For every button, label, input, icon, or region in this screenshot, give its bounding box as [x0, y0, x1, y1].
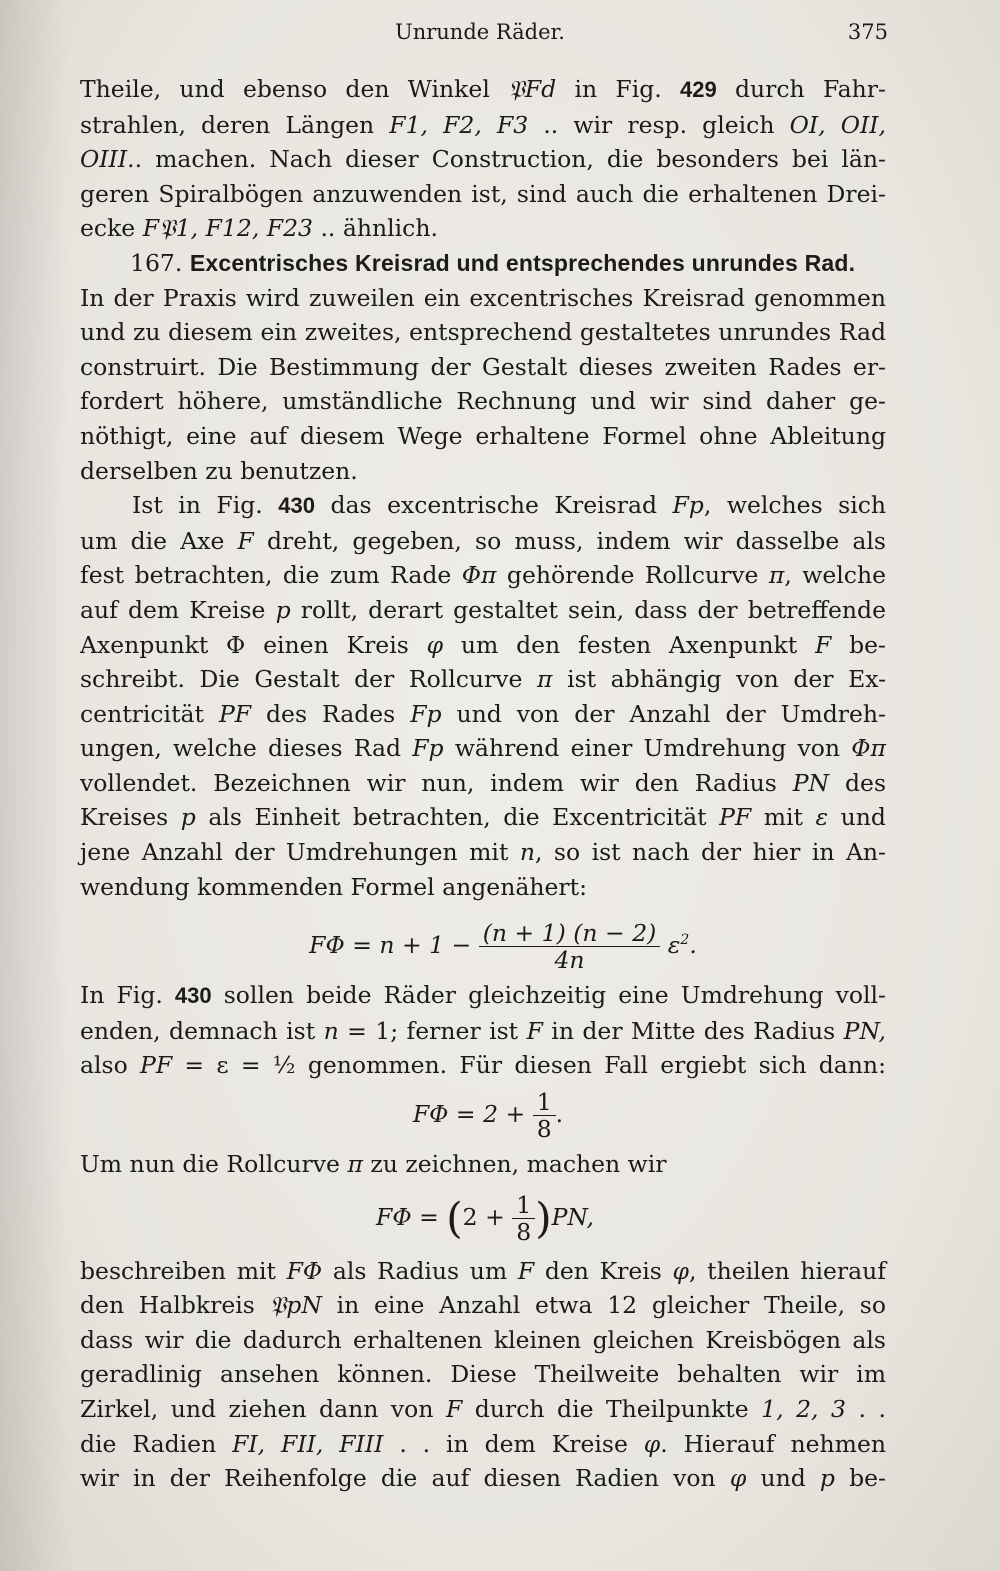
text-line: fordert höhere, umständliche Rechnung und wir sind daher ge-: [80, 387, 886, 416]
text-line: dass wir die dadurch erhaltenen kleinen gleichen Kreisbögen als: [80, 1325, 886, 1354]
fraction-numerator: 1: [512, 1192, 535, 1219]
formula-inner: 2 +: [462, 1202, 505, 1231]
text-line: Kreises p als Einheit betrachten, die Excentricität PF mit ε und: [80, 803, 886, 832]
text-line: wendung kommenden Formel angenähert:: [80, 872, 587, 901]
fraction-numerator: 1: [533, 1089, 556, 1116]
text-line: Zirkel, und ziehen dann von F durch die Theilpunkte 1, 2, 3 . .: [80, 1395, 886, 1423]
text-line: nöthigt, eine auf diesem Wege erhaltene Formel ohne Ableitung: [80, 421, 886, 450]
fraction-denominator: 8: [516, 1217, 532, 1246]
body-text: [80, 72, 886, 1496]
running-title: Unrunde Räder.: [395, 20, 565, 44]
section-heading: [80, 246, 886, 281]
formula-lhs: FΦ = 2 +: [412, 1100, 526, 1129]
text-line: den Halbkreis 𝔓pN in eine Anzahl etwa 12 gleicher Theile, so: [80, 1291, 886, 1320]
paren-close: ): [535, 1193, 552, 1243]
section-heading-line: [80, 246, 886, 281]
binding-shadow: [0, 0, 70, 1571]
text-line: geren Spiralbögen anzuwenden ist, sind auch die erhaltenen Drei-: [80, 179, 886, 208]
paragraph-1: [80, 72, 886, 246]
paragraph-5: [80, 1147, 886, 1182]
formula-1: [80, 908, 886, 975]
section-number: 167.: [130, 248, 183, 277]
text-line: centricität PF des Rades Fp und von der Anzahl der Umdreh-: [80, 699, 886, 728]
text-line: um die Axe F dreht, gegeben, so muss, indem wir dasselbe als: [80, 526, 886, 555]
formula-tail: PN,: [551, 1202, 594, 1231]
formula-lhs: FΦ =: [376, 1202, 439, 1231]
formula-2: [80, 1087, 886, 1144]
text-line: enden, demnach ist n = 1; ferner ist F in der Mitte des Radius PN,: [80, 1016, 886, 1045]
formula-3: [80, 1186, 886, 1248]
text-line: vollendet. Bezeichnen wir nun, indem wir den Radius PN des: [80, 768, 887, 797]
text-line: Um nun die Rollcurve π zu zeichnen, machen wir: [80, 1150, 667, 1179]
paragraph-4: [80, 978, 886, 1083]
formula-lhs: FΦ = n + 1 −: [309, 931, 472, 960]
text-line: auf dem Kreise p rollt, derart gestaltet sein, dass der betreffende: [80, 595, 886, 624]
paragraph-2: [80, 281, 886, 489]
figure-ref: 430: [278, 493, 315, 519]
text-line: OIII.. machen. Nach dieser Construction, die besonders bei län-: [80, 145, 886, 174]
text-line: ungen, welche dieses Rad Fp während einer Umdrehung von Φπ: [80, 734, 886, 763]
text-line: In der Praxis wird zuweilen ein excentrisches Kreisrad genommen: [80, 283, 886, 312]
text-line: und zu diesem ein zweites, entsprechend gestaltetes unrundes Rad: [80, 318, 886, 347]
text-line: jene Anzahl der Umdrehungen mit n, so ist nach der hier in An-: [80, 838, 886, 867]
text-line: In Fig. 430 sollen beide Räder gleichzeitig eine Umdrehung voll-: [80, 981, 886, 1010]
text-line: schreibt. Die Gestalt der Rollcurve π ist abhängig von der Ex-: [80, 665, 887, 694]
page-number: 375: [847, 20, 888, 44]
paragraph-3: [80, 488, 886, 904]
text-line: strahlen, deren Längen F1, F2, F3 .. wir resp. gleich OI, OII,: [80, 110, 887, 139]
text-line: also PF = ε = ½ genommen. Für diesen Fall ergiebt sich dann:: [80, 1051, 886, 1080]
paragraph-6: [80, 1254, 886, 1496]
paren-open: (: [446, 1193, 463, 1243]
formula-tail: .: [555, 1100, 564, 1129]
text-line: construirt. Die Bestimmung der Gestalt dieses zweiten Rades er-: [80, 352, 886, 381]
figure-ref: 430: [174, 983, 212, 1009]
text-line: derselben zu benutzen.: [80, 456, 358, 485]
fraction: [512, 1192, 535, 1245]
section-title: Excentrisches Kreisrad und entsprechendes unrundes Rad.: [189, 249, 856, 276]
text-line: ecke F𝔓1, F12, F23 .. ähnlich.: [80, 214, 438, 243]
text-line: beschreiben mit FΦ als Radius um F den Kreis φ, theilen hierauf: [80, 1256, 886, 1285]
text-line: Ist in Fig. 430 das excentrische Kreisrad Fp, welches sich: [132, 491, 887, 520]
fraction: [479, 920, 661, 973]
formula-tail: $\varepsilon^2$.: [667, 931, 697, 960]
fraction-numerator: (n + 1) (n − 2): [479, 920, 661, 947]
figure-ref: 429: [679, 77, 717, 102]
text-line: Theile, und ebenso den Winkel 𝔓Fd in Fig. 429 durch Fahr-: [80, 75, 886, 103]
fraction-denominator: 4n: [554, 946, 585, 975]
text-line: die Radien FI, FII, FIII . . in dem Kreise φ. Hierauf nehmen: [80, 1429, 886, 1458]
text-line: fest betrachten, die zum Rade Φπ gehörende Rollcurve π, welche: [80, 561, 886, 590]
text-line: Axenpunkt Φ einen Kreis φ um den festen Axenpunkt F be-: [80, 630, 886, 659]
running-header: [0, 18, 1000, 54]
text-line: geradlinig ansehen können. Diese Theilweite behalten wir im: [80, 1360, 886, 1389]
fraction: [533, 1089, 556, 1142]
fraction-denominator: 8: [536, 1115, 552, 1144]
text-line: wir in der Reihenfolge die auf diesen Radien von φ und p be-: [80, 1464, 886, 1493]
